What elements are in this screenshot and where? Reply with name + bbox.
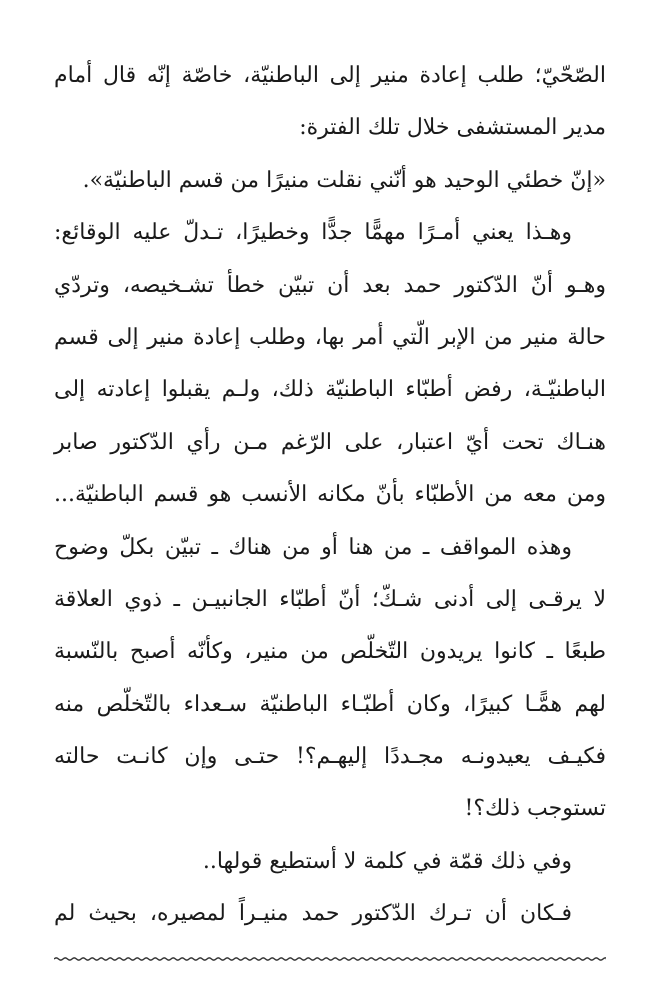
text-line-6: حالة منير من الإبر الّتي أمر بها، وطلب إعادة منير إلى قسم <box>54 324 606 350</box>
text-line-8: هنـاك تحت أيّ اعتبار، على الرّغم مـن رأي الدّكتور صابر <box>54 429 606 455</box>
text-line-1: الصّحّيّ؛ طلب إعادة منير إلى الباطنيّة، خاصّة إنّه قال أمام <box>54 63 606 88</box>
text-line-13: لهم همًّـا كبيرًا، وكان أطبّـاء الباطنيّة سـعداء بالتّخلّص منه <box>54 691 606 717</box>
text-line-5: وهـو أنّ الدّكتور حمد بعد أن تبيّن خطأ تشـخيصه، وتردّي <box>54 272 606 298</box>
text-line-16: وفي ذلك قمّة في كلمة لا أستطيع قولها.. <box>202 848 572 874</box>
text-line-12: طبعًا ـ كانوا يريدون التّخلّص من منير، وكأنّه أصبح بالنّسبة <box>54 639 606 665</box>
wavy-divider-line <box>54 958 606 960</box>
text-line-3: «إنّ خطئي الوحيد هو أنّني نقلت منيرًا من قسم الباطنيّة». <box>82 167 606 193</box>
text-line-2: مدير المستشفى خلال تلك الفترة: <box>299 115 606 141</box>
text-line-7: الباطنيّـة، رفض أطبّاء الباطنيّة ذلك، ولـم يقبلوا إعادته إلى <box>54 377 606 403</box>
body-text <box>54 54 606 945</box>
text-line-4: وهـذا يعني أمـرًا مهمًّا جدًّا وخطيرًا، تـدلّ عليه الوقائع: <box>54 220 572 246</box>
text-line-15: تستوجب ذلك؟! <box>464 796 606 822</box>
text-line-10: وهذه المواقف ـ من هنا أو من هناك ـ تبيّن بكلّ وضوح <box>54 534 572 560</box>
text-line-9: ومن معه من الأطبّاء بأنّ مكانه الأنسب هو قسم الباطنيّة... <box>54 482 606 508</box>
text-line-11: لا يرقـى إلى أدنى شـكّ؛ أنّ أطبّاء الجانبيـن ـ ذوي العلاقة <box>54 586 606 612</box>
wavy-divider <box>54 953 606 965</box>
text-line-17: فـكان أن تـرك الدّكتور حمد منيـراً لمصيره، بحيث لم <box>54 901 572 927</box>
text-line-14: فكيـف يعيدونـه مجـددًا إليهـم؟! حتـى وإن كانـت حالته <box>54 744 606 770</box>
